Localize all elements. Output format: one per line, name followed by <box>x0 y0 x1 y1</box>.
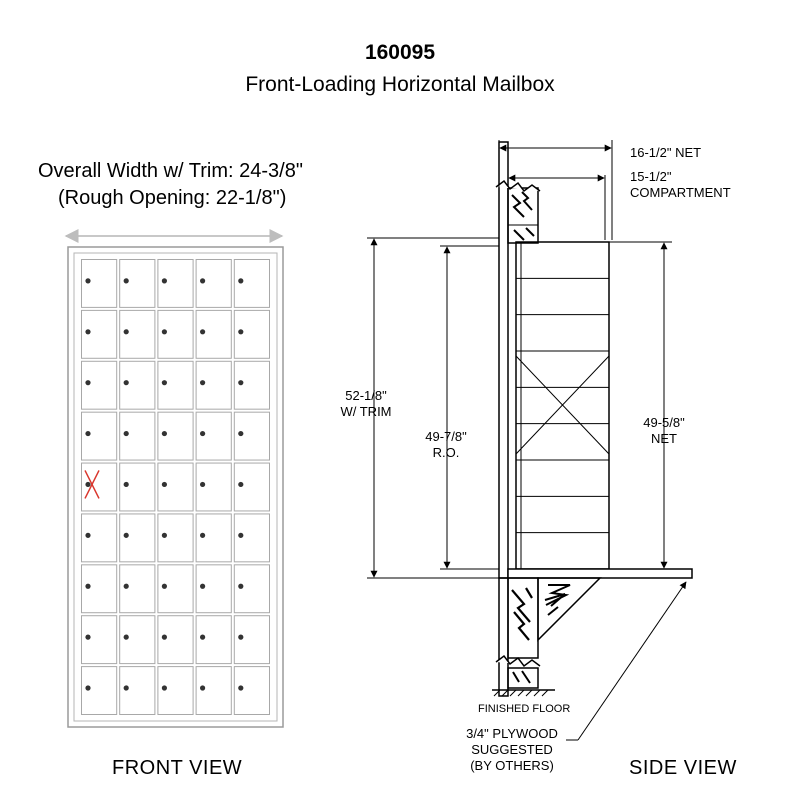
door-lock-icon <box>238 431 243 436</box>
door-lock-icon <box>238 635 243 640</box>
mailbox-door <box>196 463 231 511</box>
plywood-label-line1: 3/4" PLYWOOD <box>466 726 558 741</box>
door-lock-icon <box>85 431 90 436</box>
door-lock-icon <box>162 533 167 538</box>
plywood-label-line2: SUGGESTED <box>471 742 553 757</box>
mailbox-door <box>82 514 117 562</box>
product-subtitle: Front-Loading Horizontal Mailbox <box>245 73 555 96</box>
support-bracket <box>538 578 600 640</box>
front-view-label: FRONT VIEW <box>112 757 243 779</box>
door-lock-icon <box>200 482 205 487</box>
mailbox-door <box>196 514 231 562</box>
door-lock-icon <box>200 278 205 283</box>
floor-hatch <box>494 690 548 696</box>
with-trim-value: 52-1/8" <box>345 388 387 403</box>
door-lock-icon <box>238 482 243 487</box>
mailbox-door <box>234 667 269 715</box>
door-lock-icon <box>162 635 167 640</box>
door-lock-icon <box>162 329 167 334</box>
door-lock-icon <box>162 584 167 589</box>
net-depth-label: 16-1/2" NET <box>630 145 702 160</box>
mailbox-door <box>196 361 231 409</box>
mailbox-door <box>196 310 231 358</box>
mailbox-door <box>234 310 269 358</box>
compartment-depth-label: COMPARTMENT <box>630 185 731 200</box>
door-lock-icon <box>85 533 90 538</box>
with-trim-label: W/ TRIM <box>340 404 392 419</box>
mailbox-door <box>82 463 117 511</box>
overall-width-label: Overall Width w/ Trim: 24-3/8" <box>38 160 303 182</box>
door-lock-icon <box>124 329 129 334</box>
mailbox-door <box>82 361 117 409</box>
door-lock-icon <box>200 685 205 690</box>
door-lock-icon <box>200 584 205 589</box>
wall-stud-upper <box>499 142 508 578</box>
mailbox-door <box>234 565 269 613</box>
mailbox-door <box>158 565 193 613</box>
door-lock-icon <box>238 685 243 690</box>
door-lock-icon <box>124 635 129 640</box>
mailbox-door <box>234 463 269 511</box>
plywood-shelf <box>508 569 692 578</box>
mailbox-door <box>82 310 117 358</box>
mailbox-door <box>82 260 117 308</box>
mailbox-door <box>158 310 193 358</box>
mailbox-door <box>158 260 193 308</box>
mailbox-door <box>158 361 193 409</box>
mailbox-door <box>120 514 155 562</box>
door-lock-icon <box>162 278 167 283</box>
door-lock-icon <box>124 584 129 589</box>
mailbox-door <box>234 412 269 460</box>
door-lock-icon <box>200 380 205 385</box>
rough-opening-label: (Rough Opening: 22-1/8") <box>58 187 287 209</box>
plywood-label-line3: (BY OTHERS) <box>470 758 554 773</box>
door-lock-icon <box>124 482 129 487</box>
mailbox-door <box>82 412 117 460</box>
door-lock-icon <box>85 380 90 385</box>
mailbox-door <box>196 260 231 308</box>
door-lock-icon <box>85 482 90 487</box>
door-lock-icon <box>124 380 129 385</box>
mailbox-door <box>234 361 269 409</box>
door-lock-icon <box>238 329 243 334</box>
door-lock-icon <box>238 278 243 283</box>
mailbox-door <box>158 463 193 511</box>
door-lock-icon <box>124 685 129 690</box>
door-lock-icon <box>124 431 129 436</box>
mailbox-door <box>196 565 231 613</box>
mailbox-door <box>158 667 193 715</box>
wood-grain-support <box>512 588 532 640</box>
mailbox-door <box>120 260 155 308</box>
mailbox-door <box>158 616 193 664</box>
door-lock-icon <box>85 329 90 334</box>
break-mark-upper <box>496 181 540 191</box>
wall-stud-lower <box>499 578 508 696</box>
front-view <box>66 236 283 727</box>
door-lock-icon <box>238 380 243 385</box>
wood-grain-bracket <box>545 585 570 615</box>
door-lock-icon <box>85 584 90 589</box>
door-lock-icon <box>238 533 243 538</box>
mailbox-door <box>196 667 231 715</box>
door-lock-icon <box>238 584 243 589</box>
mailbox-door <box>120 361 155 409</box>
plywood-leader <box>578 582 686 740</box>
mailbox-door <box>82 565 117 613</box>
door-lock-icon <box>200 533 205 538</box>
door-grid <box>82 260 270 715</box>
mailbox-door <box>120 463 155 511</box>
mailbox-door <box>158 514 193 562</box>
mailbox-door <box>120 565 155 613</box>
door-lock-icon <box>162 380 167 385</box>
rough-opening-abbrev: R.O. <box>432 445 460 460</box>
mailbox-door <box>196 412 231 460</box>
door-lock-icon <box>162 482 167 487</box>
door-lock-icon <box>85 278 90 283</box>
side-view-label: SIDE VIEW <box>629 757 737 779</box>
mailbox-door <box>82 616 117 664</box>
mailbox-door <box>234 260 269 308</box>
door-lock-icon <box>85 635 90 640</box>
mailbox-door <box>82 667 117 715</box>
mailbox-door <box>234 616 269 664</box>
door-lock-icon <box>200 431 205 436</box>
door-lock-icon <box>162 431 167 436</box>
mailbox-door <box>196 616 231 664</box>
door-lock-icon <box>124 533 129 538</box>
door-lock-icon <box>85 685 90 690</box>
compartment-depth-value: 15-1/2" <box>630 169 672 184</box>
mailbox-door <box>120 412 155 460</box>
rough-opening-value: 49-7/8" <box>425 429 467 444</box>
net-height-value: 49-5/8" <box>643 415 685 430</box>
door-lock-icon <box>124 278 129 283</box>
door-lock-icon <box>162 685 167 690</box>
mailbox-door <box>120 310 155 358</box>
mailbox-door <box>158 412 193 460</box>
model-number: 160095 <box>364 41 436 64</box>
mailbox-door <box>120 667 155 715</box>
finished-floor-label: FINISHED FLOOR <box>478 703 571 715</box>
door-lock-icon <box>200 635 205 640</box>
wood-grain-header <box>512 192 534 240</box>
door-lock-icon <box>200 329 205 334</box>
net-height-label: NET <box>651 431 677 446</box>
wood-grain-bottom <box>513 671 530 683</box>
mailbox-door <box>234 514 269 562</box>
mailbox-door <box>120 616 155 664</box>
